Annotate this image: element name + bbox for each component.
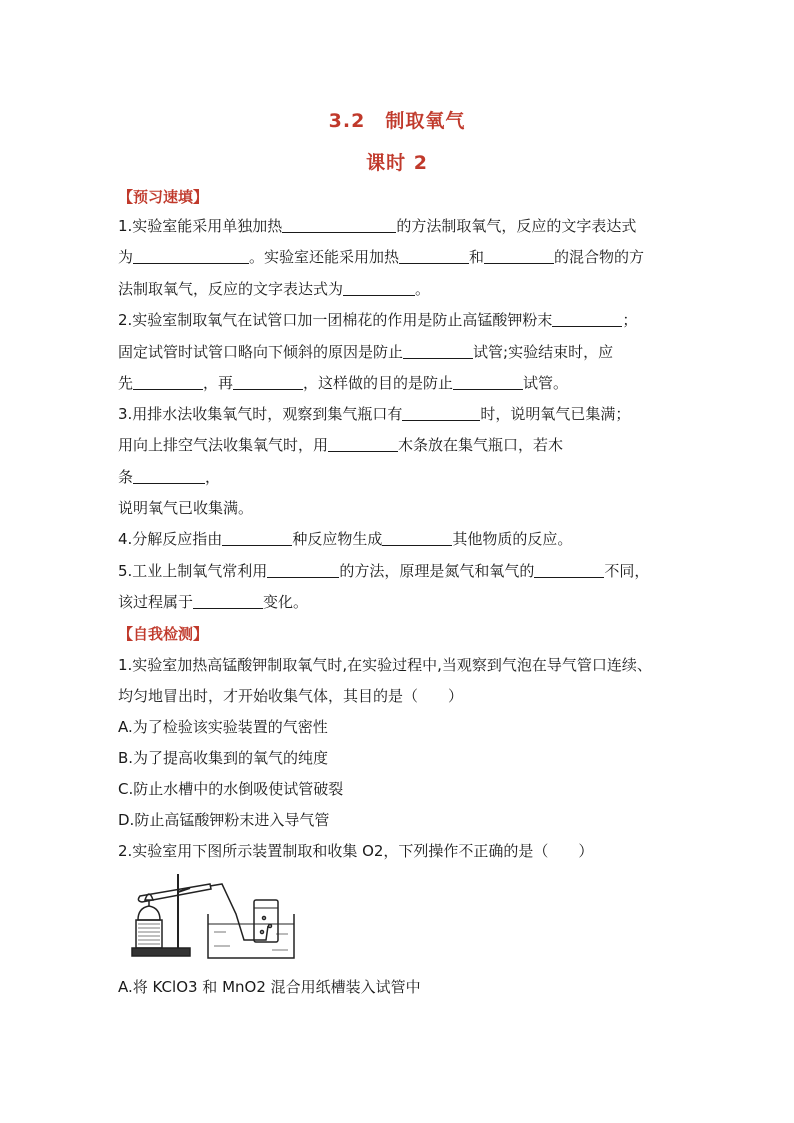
preview-q1-line2: 为 。实验室还能采用加热 和 的混合物的方 — [118, 248, 645, 266]
preview-q3-line4: 说明氧气已收集满。 — [118, 499, 254, 517]
preview-q1-line1: 1.实验室能采用单独加热 的方法制取氧气，反应的文字表达式 — [118, 217, 637, 235]
blank[interactable] — [133, 374, 203, 390]
selfcheck-q1-option-a[interactable]: A.为了检验该实验装置的气密性 — [118, 718, 328, 736]
blank[interactable] — [267, 562, 339, 578]
blank[interactable] — [133, 248, 249, 264]
blank[interactable] — [343, 280, 415, 296]
oxygen-apparatus-diagram — [126, 870, 296, 960]
selfcheck-q1-option-d[interactable]: D.防止高锰酸钾粉末进入导气管 — [118, 811, 330, 829]
delivery-tube — [210, 884, 268, 940]
blank[interactable] — [282, 217, 396, 233]
preview-q5-line2: 该过程属于 变化。 — [118, 593, 309, 611]
selfcheck-q1-option-b[interactable]: B.为了提高收集到的氧气的纯度 — [118, 749, 329, 767]
preview-q4-line1: 4.分解反应指由 种反应物生成 其他物质的反应。 — [118, 530, 573, 548]
alcohol-lamp — [138, 906, 160, 920]
page-subtitle: 课时 2 — [366, 152, 428, 174]
preview-q2-line2: 固定试管时试管口略向下倾斜的原因是防止 试管;实验结束时，应 — [118, 343, 614, 361]
blank[interactable] — [534, 562, 604, 578]
preview-q2-line3: 先 ，再 ，这样做的目的是防止 试管。 — [118, 374, 569, 392]
blank[interactable] — [552, 311, 622, 327]
selfcheck-q2-stem: 2.实验室用下图所示装置制取和收集 O2，下列操作不正确的是（ ） — [118, 842, 594, 860]
blank[interactable] — [399, 248, 469, 264]
selfcheck-q2-option-a[interactable]: A.将 KClO3 和 MnO2 混合用纸槽装入试管中 — [118, 978, 421, 996]
water-trough — [208, 914, 294, 958]
blank[interactable] — [484, 248, 554, 264]
blank[interactable] — [403, 343, 473, 359]
selfcheck-q1-line1: 1.实验室加热高锰酸钾制取氧气时,在实验过程中,当观察到气泡在导气管口连续、 — [118, 656, 652, 674]
page-title: 3.2 制取氧气 — [328, 110, 466, 132]
preview-q2-line1: 2.实验室制取氧气在试管口加一团棉花的作用是防止高锰酸钾粉末 ； — [118, 311, 638, 329]
blank[interactable] — [382, 530, 452, 546]
preview-q1-line3: 法制取氧气，反应的文字表达式为 。 — [118, 280, 431, 298]
preview-q5-line1: 5.工业上制氧气常利用 的方法，原理是氮气和氧气的 不同， — [118, 562, 650, 580]
blank[interactable] — [328, 436, 398, 452]
selfcheck-q1-option-c[interactable]: C.防止水槽中的水倒吸使试管破裂 — [118, 780, 344, 798]
preview-q3-line2: 用向上排空气法收集氧气时，用 木条放在集气瓶口，若木 — [118, 436, 564, 454]
blank[interactable] — [222, 530, 292, 546]
section-selfcheck-heading: 【自我检测】 — [118, 625, 209, 643]
blank[interactable] — [233, 374, 303, 390]
stand-base — [132, 948, 190, 956]
section-preview-heading: 【预习速填】 — [118, 188, 209, 206]
blank[interactable] — [402, 405, 480, 421]
blank[interactable] — [133, 468, 205, 484]
selfcheck-q1-line2: 均匀地冒出时，才开始收集气体，其目的是（ ） — [118, 687, 464, 705]
blank[interactable] — [193, 593, 263, 609]
preview-q3-line1: 3.用排水法收集氧气时，观察到集气瓶口有 时，说明氧气已集满； — [118, 405, 631, 423]
blank[interactable] — [453, 374, 523, 390]
preview-q3-line3: 条 ， — [118, 468, 221, 486]
